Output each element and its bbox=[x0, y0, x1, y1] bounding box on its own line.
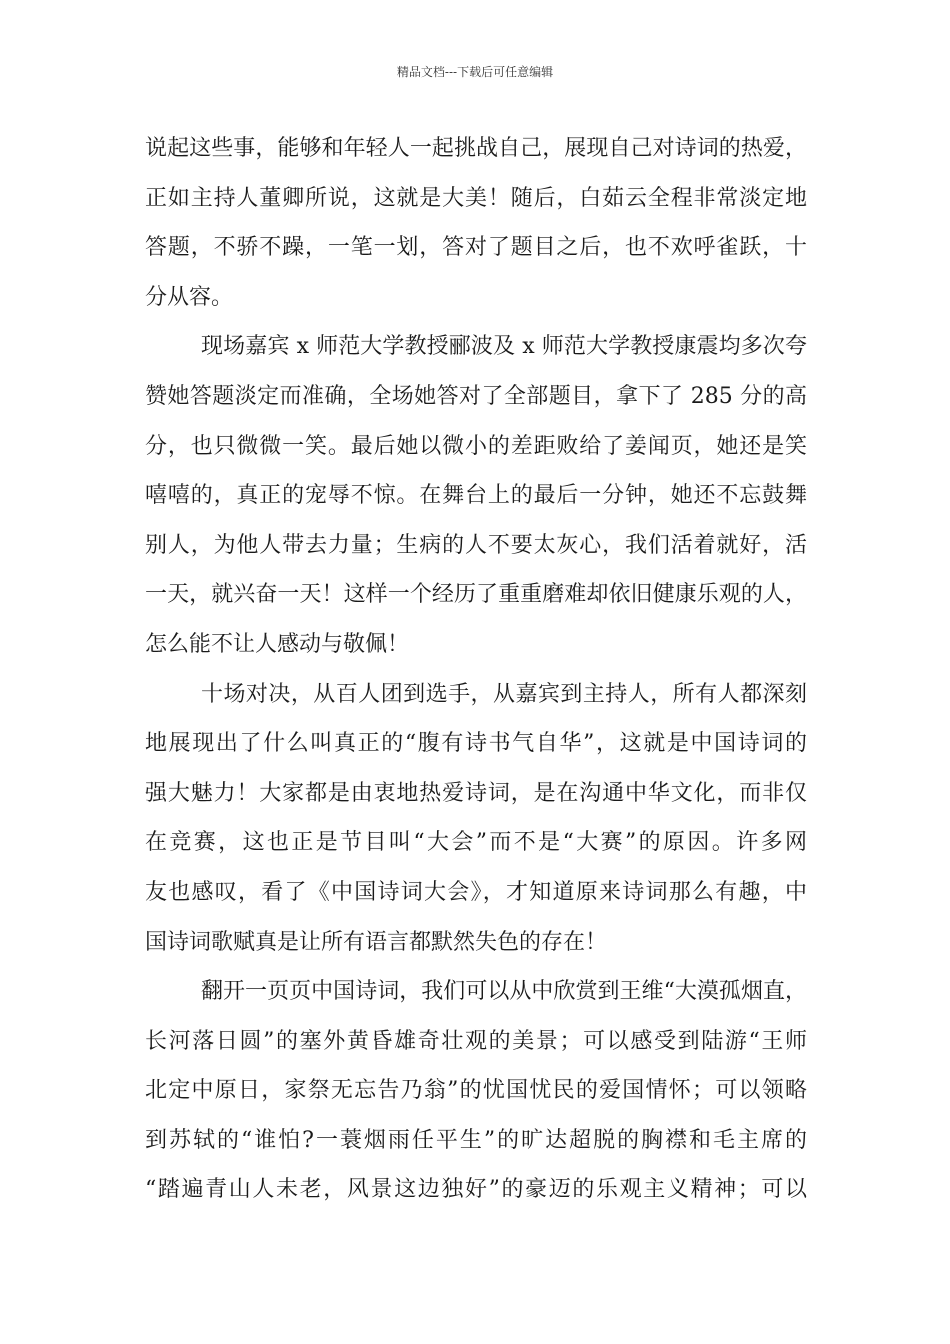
page-header: 精品文档---下载后可任意编辑 bbox=[396, 65, 554, 79]
text-line: “踏遍青山人未老，风景这边独好”的豪迈的乐观主义精神；可以 bbox=[145, 1177, 807, 1203]
text-line: 一天，就兴奋一天！这样一个经历了重重磨难却依旧健康乐观的人， bbox=[145, 582, 807, 608]
text-line: 北定中原日，家祭无忘告乃翁”的忧国忧民的爱国情怀；可以领略 bbox=[145, 1078, 807, 1104]
text-line: 现场嘉宾 x 师范大学教授郦波及 x 师范大学教授康震均多次夸 bbox=[201, 334, 807, 360]
text-line: 赞她答题淡定而准确，全场她答对了全部题目，拿下了 285 分的高 bbox=[145, 383, 807, 409]
text-line: 正如主持人董卿所说，这就是大美！随后，白茹云全程非常淡定地 bbox=[145, 185, 807, 211]
text-line: 长河落日圆”的塞外黄昏雄奇壮观的美景；可以感受到陆游“王师 bbox=[145, 1028, 807, 1054]
text-line: 答题，不骄不躁，一笔一划，答对了题目之后，也不欢呼雀跃，十 bbox=[145, 235, 807, 261]
text-line: 强大魅力！大家都是由衷地热爱诗词，是在沟通中华文化，而非仅 bbox=[145, 780, 807, 806]
text-line: 怎么能不让人感动与敬佩！ bbox=[145, 631, 410, 657]
text-line: 嘻嘻的，真正的宠辱不惊。在舞台上的最后一分钟，她还不忘鼓舞 bbox=[145, 483, 807, 509]
text-line: 在竞赛，这也正是节目叫“大会”而不是“大赛”的原因。许多网 bbox=[145, 830, 807, 856]
text-line: 友也感叹，看了《中国诗词大会》，才知道原来诗词那么有趣，中 bbox=[145, 879, 807, 905]
text-line: 翻开一页页中国诗词，我们可以从中欣赏到王维“大漠孤烟直， bbox=[201, 979, 807, 1005]
text-line: 别人，为他人带去力量；生病的人不要太灰心，我们活着就好，活 bbox=[145, 532, 807, 558]
text-line: 说起这些事，能够和年轻人一起挑战自己，展现自己对诗词的热爱， bbox=[145, 136, 807, 161]
text-line: 分从容。 bbox=[145, 284, 234, 310]
text-line: 国诗词歌赋真是让所有语言都默然失色的存在！ bbox=[145, 929, 608, 955]
document-body bbox=[145, 124, 807, 1215]
text-line: 地展现出了什么叫真正的“腹有诗书气自华”，这就是中国诗词的 bbox=[145, 731, 807, 757]
text-line: 到苏轼的“谁怕?一蓑烟雨任平生”的旷达超脱的胸襟和毛主席的 bbox=[145, 1127, 807, 1153]
text-line: 分，也只微微一笑。最后她以微小的差距败给了姜闻页，她还是笑 bbox=[145, 433, 807, 459]
text-line: 十场对决，从百人团到选手，从嘉宾到主持人，所有人都深刻 bbox=[201, 681, 807, 707]
